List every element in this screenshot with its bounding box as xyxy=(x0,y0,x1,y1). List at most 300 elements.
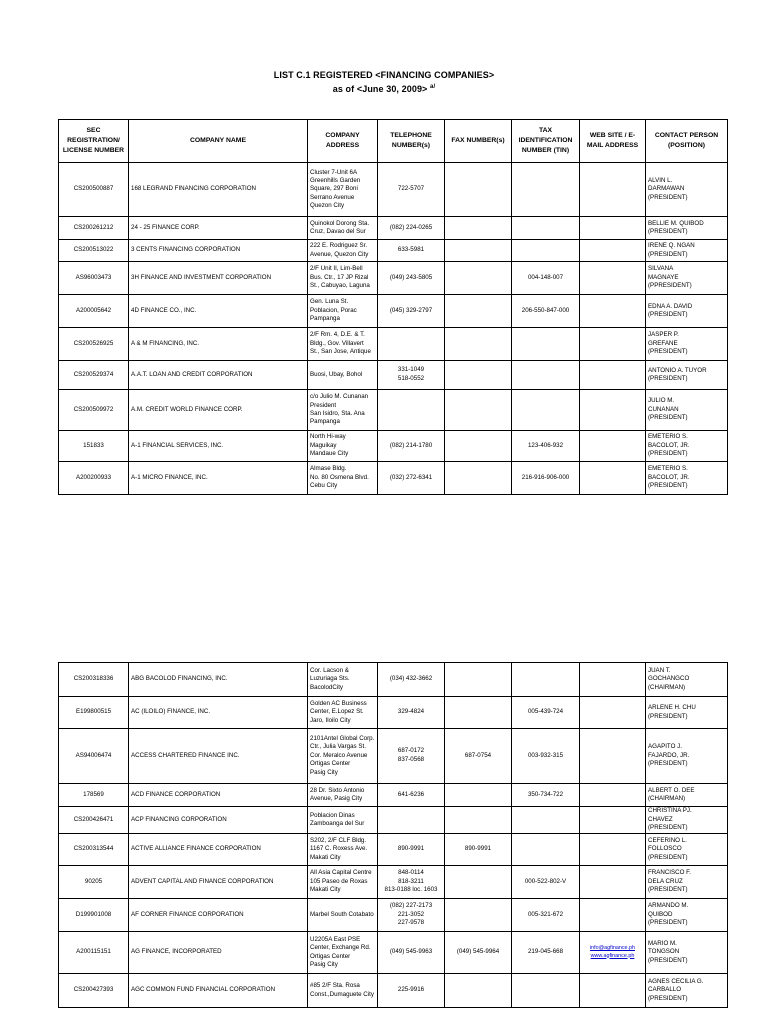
company-address-cell-line: 2/F Rm. 4, D.E. & T. xyxy=(310,331,365,339)
company-address-cell xyxy=(308,462,378,495)
telephone-cell xyxy=(378,807,445,834)
company-name-cell xyxy=(129,866,308,899)
company-name-cell xyxy=(129,328,308,361)
contact-person-cell xyxy=(646,866,728,899)
contact-person-cell-line: AGNES CECILIA G. xyxy=(648,977,704,985)
telephone-cell-line: (082) 224-0265 xyxy=(389,223,433,231)
contact-person-cell xyxy=(646,697,728,729)
fax-cell xyxy=(445,217,512,240)
telephone-cell xyxy=(378,462,445,495)
company-name-cell-line: ADVENT CAPITAL AND FINANCE CORPORATION xyxy=(131,877,274,885)
company-name-cell-line: 24 - 25 FINANCE CORP. xyxy=(131,223,200,231)
table-header-row xyxy=(59,120,728,163)
company-address-cell-line: Pasig City xyxy=(310,960,338,968)
company-address-cell-line: Center, E.Lopez St. xyxy=(310,708,364,716)
table-row xyxy=(59,217,728,240)
header-web: WEB SITE / E-MAIL ADDRESS xyxy=(580,120,646,163)
company-name-cell xyxy=(129,974,308,1008)
contact-person-cell-line: (PRESIDENT) xyxy=(648,348,688,356)
company-address-cell xyxy=(308,697,378,729)
telephone-cell-line: 329-4824 xyxy=(397,708,425,716)
telephone-cell-line: 331-1049 xyxy=(397,366,425,374)
telephone-cell xyxy=(378,361,445,390)
telephone-cell xyxy=(378,974,445,1008)
contact-person-cell-line: FAJARDO, JR. xyxy=(648,751,690,759)
telephone-cell-line: 722-5707 xyxy=(397,185,425,193)
company-name-cell-line: A-1 FINANCIAL SERVICES, INC. xyxy=(131,441,224,449)
company-name-cell xyxy=(129,729,308,784)
company-address-cell xyxy=(308,217,378,240)
sec-number-cell xyxy=(59,974,129,1008)
contact-person-cell-line: (CHAIRMAN) xyxy=(648,795,686,802)
tin-cell-line: 005-321-672 xyxy=(527,910,564,918)
tin-cell xyxy=(512,899,580,932)
company-name-cell xyxy=(129,697,308,729)
contact-person-cell-line: ALVIN L. xyxy=(648,176,673,184)
company-name-cell xyxy=(129,899,308,932)
sec-number-cell xyxy=(59,834,129,866)
fax-cell xyxy=(445,663,512,697)
table-row xyxy=(59,974,728,1008)
table-row xyxy=(59,866,728,899)
company-name-cell xyxy=(129,663,308,697)
sec-number-cell xyxy=(59,328,129,361)
contact-person-cell-line: (PRESIDENT) xyxy=(648,228,688,235)
tin-cell xyxy=(512,328,580,361)
sec-number-cell xyxy=(59,807,129,834)
web-link[interactable]: www.agfinance.ph xyxy=(590,952,635,959)
telephone-cell xyxy=(378,328,445,361)
company-name-cell-line: A-1 MICRO FINANCE, INC. xyxy=(131,473,208,481)
telephone-cell-line: 813-0188 loc. 1603 xyxy=(384,886,438,894)
company-address-cell xyxy=(308,431,378,462)
company-address-cell xyxy=(308,932,378,974)
company-address-cell-line: 2/F Unit II, Lim-Bell xyxy=(310,265,363,273)
fax-cell xyxy=(445,697,512,729)
tin-cell xyxy=(512,390,580,431)
telephone-cell-line: (045) 329-2797 xyxy=(389,306,433,314)
sec-number-cell-line: CS200513022 xyxy=(73,246,114,254)
contact-person-cell-line: FOLLOSCO xyxy=(648,845,682,853)
company-address-cell-line: Makati City xyxy=(310,853,341,861)
company-address-cell xyxy=(308,163,378,217)
contact-person-cell-line: MARIO M. xyxy=(648,939,677,947)
contact-person-cell-line: (PRESIDENT) xyxy=(648,450,688,458)
contact-person-cell xyxy=(646,163,728,217)
company-name-cell xyxy=(129,262,308,295)
web-email-cell xyxy=(580,217,646,240)
telephone-cell-line: (049) 545-9963 xyxy=(389,948,433,956)
tin-cell xyxy=(512,974,580,1008)
telephone-cell-line: 225-9916 xyxy=(397,986,425,994)
company-name-cell-line: A & M FINANCING, INC. xyxy=(131,339,200,347)
company-address-cell-line: 28 Dr. Sixto Antonio xyxy=(310,786,365,794)
company-address-cell-line: Almase Bldg. xyxy=(310,465,347,473)
subtitle-footnote-mark: a/ xyxy=(430,84,436,90)
fax-cell xyxy=(445,295,512,328)
telephone-cell xyxy=(378,295,445,328)
table-row xyxy=(59,163,728,217)
telephone-cell-line: 518-0552 xyxy=(397,375,425,382)
sec-number-cell-line: CS200427393 xyxy=(73,986,114,994)
fax-cell xyxy=(445,240,512,262)
company-address-cell-line: Poblacion Dinas xyxy=(310,811,355,819)
company-address-cell-line: c/o Julio M. Cunanan xyxy=(310,393,369,401)
telephone-cell xyxy=(378,784,445,807)
telephone-cell-line: (082) 214-1780 xyxy=(389,441,433,449)
telephone-cell-line: 221-3052 xyxy=(397,910,425,918)
contact-person-cell-line: CUNANAN xyxy=(648,405,679,413)
sec-number-cell-line: D199901008 xyxy=(75,910,112,918)
company-address-cell-line: St., San Jose, Antique xyxy=(310,348,371,356)
contact-person-cell-line: ARMANDO M. xyxy=(648,902,689,910)
fax-cell xyxy=(445,431,512,462)
company-address-cell xyxy=(308,899,378,932)
company-name-cell-line: 3 CENTS FINANCING CORPORATION xyxy=(131,246,241,254)
company-address-cell-line: Makati City xyxy=(310,886,341,894)
contact-person-cell-line: CARBALLO xyxy=(648,986,682,994)
company-name-cell-line: 3H FINANCE AND INVESTMENT CORPORATION xyxy=(131,273,272,281)
company-address-cell-line: Pasig City xyxy=(310,768,338,776)
contact-person-cell xyxy=(646,390,728,431)
web-email-cell xyxy=(580,431,646,462)
company-address-cell xyxy=(308,663,378,697)
contact-person-cell-line: (PRESIDENT) xyxy=(648,375,688,382)
company-name-cell xyxy=(129,784,308,807)
tin-cell-line: 004-148-007 xyxy=(527,273,564,281)
telephone-cell xyxy=(378,663,445,697)
table-row xyxy=(59,807,728,834)
contact-person-cell-line: (PRESIDENT) xyxy=(648,193,688,201)
telephone-cell-line: 687-0172 xyxy=(397,747,425,755)
sec-number-cell-line: 151833 xyxy=(83,441,104,449)
table-row xyxy=(59,361,728,390)
contact-person-cell-line: ARLENE H. CHU xyxy=(648,704,696,712)
company-name-cell-line: ACP FINANCING CORPORATION xyxy=(131,815,227,823)
web-email-cell xyxy=(580,262,646,295)
contact-person-cell xyxy=(646,899,728,932)
telephone-cell xyxy=(378,262,445,295)
company-address-cell xyxy=(308,390,378,431)
contact-person-cell-line: BACOLOT, JR. xyxy=(648,441,690,449)
telephone-cell-line: (032) 272-6341 xyxy=(389,473,433,481)
fax-cell xyxy=(445,361,512,390)
company-address-cell-line: Avenue, Pasig City xyxy=(310,795,363,802)
company-address-cell xyxy=(308,262,378,295)
subtitle-text: as of <June 30, 2009> xyxy=(332,84,428,94)
tin-cell-line: 219-045-668 xyxy=(527,948,564,956)
company-address-cell xyxy=(308,866,378,899)
company-address-cell xyxy=(308,807,378,834)
fax-cell xyxy=(445,807,512,834)
contact-person-cell xyxy=(646,932,728,974)
tin-cell xyxy=(512,240,580,262)
contact-person-cell-line: (PRESIDENT) xyxy=(648,919,688,927)
contact-person-cell xyxy=(646,663,728,697)
tin-cell xyxy=(512,729,580,784)
tin-cell xyxy=(512,431,580,462)
company-name-cell-line: A.A.T. LOAN AND CREDIT CORPORATION xyxy=(131,370,253,378)
company-name-cell-line: 168 LEGRAND FINANCING CORPORATION xyxy=(131,185,257,193)
web-email-cell xyxy=(580,866,646,899)
sec-number-cell xyxy=(59,784,129,807)
contact-person-cell-line: (PRESIDENT) xyxy=(648,853,688,861)
contact-person-cell-line: BELLIE M. QUIBOD xyxy=(648,219,704,227)
tin-cell xyxy=(512,295,580,328)
telephone-cell xyxy=(378,217,445,240)
companies-table-page2 xyxy=(58,662,728,1008)
company-name-cell xyxy=(129,807,308,834)
company-address-cell-line: Jaro, Iloilo City xyxy=(310,716,351,724)
web-email-cell xyxy=(580,784,646,807)
tin-cell xyxy=(512,217,580,240)
tin-cell xyxy=(512,663,580,697)
contact-person-cell-line: CHAVEZ xyxy=(648,815,673,823)
company-name-cell xyxy=(129,932,308,974)
sec-number-cell-line: AS96003473 xyxy=(75,273,112,281)
header-contact: CONTACT PERSON (POSITION) xyxy=(646,120,728,163)
sec-number-cell xyxy=(59,932,129,974)
tin-cell xyxy=(512,807,580,834)
web-email-cell xyxy=(580,295,646,328)
web-email-cell xyxy=(580,163,646,217)
table-row xyxy=(59,784,728,807)
contact-person-cell-line: (CHAIRMAN) xyxy=(648,683,686,691)
company-address-cell xyxy=(308,729,378,784)
contact-person-cell-line: EMETERIO S. xyxy=(648,433,688,441)
company-name-cell-line: AG FINANCE, INCORPORATED xyxy=(131,948,222,956)
sec-number-cell xyxy=(59,663,129,697)
fax-cell xyxy=(445,974,512,1008)
contact-person-cell xyxy=(646,784,728,807)
sec-number-cell-line: CS200526925 xyxy=(73,339,114,347)
telephone-cell xyxy=(378,240,445,262)
sec-number-cell xyxy=(59,295,129,328)
company-address-cell-line: #85 2/F Sta. Rosa xyxy=(310,982,360,990)
company-address-cell-line: President xyxy=(310,401,337,409)
company-address-cell xyxy=(308,784,378,807)
contact-person-cell-line: CEFERINO L. xyxy=(648,836,687,844)
document-subtitle xyxy=(0,84,768,94)
company-address-cell-line: Gen. Luna St. xyxy=(310,298,349,306)
telephone-cell xyxy=(378,899,445,932)
contact-person-cell-line: MAGNAYE xyxy=(648,273,679,281)
web-email-cell xyxy=(580,729,646,784)
table-row xyxy=(59,295,728,328)
contact-person-cell xyxy=(646,974,728,1008)
sec-number-cell-line: CS200500887 xyxy=(73,185,114,193)
company-address-cell-line: Center, Exchange Rd. xyxy=(310,944,371,952)
company-name-cell xyxy=(129,390,308,431)
contact-person-cell-line: ANTONIO A. TUYOR xyxy=(648,366,707,374)
companies-table-page1 xyxy=(58,119,728,495)
header-tin: TAX IDENTIFICATION NUMBER (TIN) xyxy=(512,120,580,163)
sec-number-cell-line: AS94006474 xyxy=(75,751,112,759)
company-address-cell-line: Square, 297 Boni xyxy=(310,185,358,193)
telephone-cell-line: 633-5981 xyxy=(397,246,425,254)
web-email-cell xyxy=(580,932,646,974)
company-name-cell-line: ACCESS CHARTERED FINANCE INC. xyxy=(131,751,240,759)
sec-number-cell xyxy=(59,899,129,932)
company-address-cell-line: 222 E. Rodriguez Sr. xyxy=(310,242,368,250)
contact-person-cell xyxy=(646,328,728,361)
company-address-cell-line: Quinokol Dorong Sta. xyxy=(310,219,370,227)
contact-person-cell xyxy=(646,807,728,834)
document-title: LIST C.1 REGISTERED <FINANCING COMPANIES> xyxy=(273,70,495,80)
company-name-cell xyxy=(129,295,308,328)
tin-cell-line: 000-522-802-V xyxy=(524,877,567,885)
company-name-cell xyxy=(129,431,308,462)
company-name-cell-line: 4D FINANCE CO., INC. xyxy=(131,306,197,314)
sec-number-cell-line: CS200313544 xyxy=(73,845,114,853)
table-row xyxy=(59,899,728,932)
sec-number-cell-line: CS200318336 xyxy=(73,675,114,683)
sec-number-cell xyxy=(59,697,129,729)
sec-number-cell xyxy=(59,431,129,462)
table-row xyxy=(59,431,728,462)
company-address-cell-line: North Hi-way xyxy=(310,433,346,441)
contact-person-cell-line: (PRESIDENT) xyxy=(648,956,688,964)
telephone-cell-line: (049) 243-5805 xyxy=(389,273,433,281)
company-address-cell-line: Quezon City xyxy=(310,202,345,210)
telephone-cell xyxy=(378,697,445,729)
fax-cell-line: (049) 545-9964 xyxy=(456,948,500,956)
company-address-cell-line: Mandaue City xyxy=(310,450,349,458)
contact-person-cell-line: (PRESIDENT) xyxy=(648,886,688,894)
contact-person-cell-line: (PPRESIDENT) xyxy=(648,282,692,290)
contact-person-cell-line: GOCHANGCO xyxy=(648,675,690,683)
contact-person-cell-line: AGAPITO J. xyxy=(648,743,682,751)
contact-person-cell-line: TONGSON xyxy=(648,948,680,956)
sec-number-cell xyxy=(59,390,129,431)
contact-person-cell-line: GREFANE xyxy=(648,339,678,347)
web-email-cell xyxy=(580,328,646,361)
sec-number-cell xyxy=(59,462,129,495)
company-address-cell-line: Cruz, Davao del Sur xyxy=(310,228,366,235)
company-name-cell xyxy=(129,462,308,495)
tin-cell xyxy=(512,784,580,807)
contact-person-cell-line: (PRESIDENT) xyxy=(648,311,688,318)
company-address-cell-line: Maguikay xyxy=(310,441,337,449)
web-link[interactable]: info@agfinance.ph xyxy=(589,945,636,952)
company-name-cell-line: AF CORNER FINANCE CORPORATION xyxy=(131,910,244,918)
web-email-cell xyxy=(580,834,646,866)
telephone-cell xyxy=(378,729,445,784)
tin-cell-line: 350-734-722 xyxy=(527,790,564,798)
tin-cell-line: 005-439-724 xyxy=(527,708,564,716)
company-address-cell-line: Pampanga xyxy=(310,418,340,426)
fax-cell-line: 890-9991 xyxy=(464,845,492,853)
fax-cell xyxy=(445,834,512,866)
web-email-cell xyxy=(580,663,646,697)
company-address-cell xyxy=(308,240,378,262)
company-address-cell xyxy=(308,328,378,361)
contact-person-cell-line: (PRESIDENT) xyxy=(648,994,688,1002)
table-row xyxy=(59,932,728,974)
contact-person-cell-line: (PRESIDENT) xyxy=(648,824,688,832)
telephone-cell-line: (082) 227-2173 xyxy=(389,902,433,910)
contact-person-cell-line: (PRESIDENT) xyxy=(648,250,688,258)
company-address-cell-line: Greenhills Garden xyxy=(310,176,361,184)
sec-number-cell xyxy=(59,217,129,240)
tin-cell xyxy=(512,697,580,729)
company-address-cell-line: Cor. Lacson & xyxy=(310,666,349,674)
table-row xyxy=(59,834,728,866)
company-name-cell-line: A.M. CREDIT WORLD FINANCE CORP. xyxy=(131,405,243,413)
company-address-cell-line: S202, 2/F CLF Bldg. xyxy=(310,836,367,844)
company-address-cell-line: Zamboanga del Sur xyxy=(310,820,365,827)
fax-cell-line: 687-0754 xyxy=(464,751,492,759)
contact-person-cell-line: IRENE Q. NGAN xyxy=(648,242,695,250)
company-address-cell-line: Bus. Ctr., 17 JP Rizal xyxy=(310,273,369,281)
company-address-cell-line: Cluster 7-Unit 6A xyxy=(310,168,358,176)
telephone-cell xyxy=(378,163,445,217)
contact-person-cell-line: BACOLOT, JR. xyxy=(648,473,690,481)
tin-cell xyxy=(512,932,580,974)
sec-number-cell xyxy=(59,361,129,390)
telephone-cell xyxy=(378,431,445,462)
company-name-cell xyxy=(129,361,308,390)
company-name-cell-line: AC (ILOILO) FINANCE, INC. xyxy=(131,708,211,716)
contact-person-cell xyxy=(646,262,728,295)
company-address-cell-line: Marbel South Cotabato xyxy=(310,910,374,918)
sec-number-cell-line: CS200261212 xyxy=(73,223,114,231)
company-address-cell-line: 2101Antel Global Corp. xyxy=(310,735,375,743)
telephone-cell xyxy=(378,866,445,899)
telephone-cell-line: 837-0568 xyxy=(397,756,425,763)
sec-number-cell xyxy=(59,866,129,899)
company-address-cell-line: Cor. Meralco Avenue xyxy=(310,751,368,759)
telephone-cell xyxy=(378,834,445,866)
web-email-cell xyxy=(580,361,646,390)
company-address-cell xyxy=(308,295,378,328)
tin-cell-line: 216-916-906-000 xyxy=(521,473,570,481)
company-address-cell-line: San Isidro, Sta. Ana xyxy=(310,410,365,417)
contact-person-cell xyxy=(646,431,728,462)
company-address-cell-line: St., Cabuyao, Laguna xyxy=(310,282,370,290)
contact-person-cell-line: CHRISTINA PJ. xyxy=(648,807,692,815)
telephone-cell-line: 227-9578 xyxy=(397,919,425,927)
sec-number-cell xyxy=(59,729,129,784)
header-telephone: TELEPHONE NUMBER(s) xyxy=(378,120,445,163)
company-address-cell-line: Ctr., Julia Vargas St. xyxy=(310,743,366,751)
company-name-cell-line: ACTIVE ALLIANCE FINANCE CORPORATION xyxy=(131,845,261,853)
table-row xyxy=(59,697,728,729)
contact-person-cell xyxy=(646,217,728,240)
sec-number-cell-line: E199800515 xyxy=(75,708,112,716)
contact-person-cell-line: EMETERIO S. xyxy=(648,465,688,473)
company-name-cell xyxy=(129,163,308,217)
company-address-cell-line: BacolodCity xyxy=(310,683,344,691)
telephone-cell-line: 641-6236 xyxy=(397,790,425,798)
web-email-cell xyxy=(580,240,646,262)
contact-person-cell-line: DARMAWAN xyxy=(648,185,685,193)
contact-person-cell-line: ALBERT O. DEE xyxy=(648,786,695,794)
tin-cell xyxy=(512,834,580,866)
table-row xyxy=(59,462,728,495)
sec-number-cell-line: A200005642 xyxy=(75,306,112,314)
web-email-cell xyxy=(580,899,646,932)
tin-cell xyxy=(512,462,580,495)
company-address-cell-line: Ortigas Center xyxy=(310,952,351,960)
company-address-cell-line: 105 Paseo de Roxas xyxy=(310,877,368,885)
table-row xyxy=(59,729,728,784)
header-company-name: COMPANY NAME xyxy=(129,120,308,163)
sec-number-cell xyxy=(59,163,129,217)
tin-cell xyxy=(512,361,580,390)
header-sec: SEC REGISTRATION/ LICENSE NUMBER xyxy=(59,120,129,163)
web-email-cell xyxy=(580,462,646,495)
